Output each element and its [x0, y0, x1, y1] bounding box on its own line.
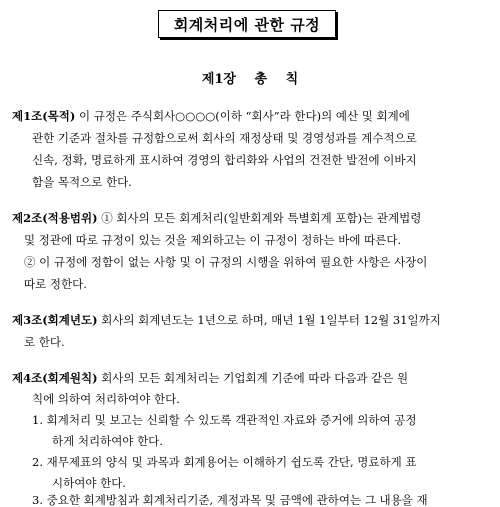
article-text: ① 회사의 모든 회계처리(일반회계와 특별회계 포함)는 관계법령 [97, 211, 422, 225]
list-item: 2. 재무제표의 양식 및 과목과 회계용어는 이해하기 쉽도록 간단, 명료하게 표 [32, 455, 417, 469]
article-line: ② 이 규정에 정함이 없는 사항 및 이 규정의 시행을 위하여 필요한 사항은 사장이 [24, 255, 428, 269]
article-line [12, 211, 421, 225]
article-line: 및 정관에 따로 규정이 있는 것을 제외하고는 이 규정이 정하는 바에 따른다. [24, 233, 402, 247]
article-text: 회사의 모든 회계처리는 기업회계 기준에 따라 다음과 같은 원 [97, 371, 409, 385]
article-line [12, 371, 408, 385]
article-text: 이 규정은 주식회사○○○○(이하 “회사”라 한다)의 예산 및 회계에 [75, 109, 410, 123]
list-item-continuation: 시하여야 한다. [52, 476, 126, 490]
article-line [12, 109, 410, 123]
list-item: 3. 중요한 회계방침과 회계처리기준, 계정과목 및 금액에 관하여는 그 내용을 재 [32, 493, 428, 507]
article-line: 로 한다. [24, 335, 65, 349]
article-line: 칙에 의하여 처리하여야 한다. [32, 392, 180, 406]
article-line [12, 313, 441, 327]
list-item-continuation: 하게 처리하여야 한다. [52, 434, 163, 448]
article-heading: 제4조(회계원칙) [12, 371, 98, 385]
list-item: 1. 회계처리 및 보고는 신뢰할 수 있도록 객관적인 자료와 증거에 의하여 공정 [32, 413, 417, 427]
document-title: 회계처리에 관한 규정 [158, 10, 336, 38]
article-line: 관한 기준과 절차를 규정함으로써 회사의 재정상태 및 경영성과를 계수적으로 [32, 131, 417, 145]
article-line: 함을 목적으로 한다. [32, 175, 132, 189]
article-line: 신속, 정확, 명료하게 표시하여 경영의 합리화와 사업의 건전한 발전에 이바지 [32, 153, 417, 167]
article-heading: 제3조(회계년도) [12, 313, 98, 327]
article-heading: 제2조(적용범위) [12, 211, 98, 225]
chapter-heading: 제1장 총 칙 [201, 72, 299, 87]
article-line: 따로 정한다. [24, 277, 87, 291]
article-heading: 제1조(목적) [12, 109, 76, 123]
article-text: 회사의 회계년도는 1년으로 하며, 매년 1월 1일부터 12월 31일까지 [97, 313, 441, 327]
